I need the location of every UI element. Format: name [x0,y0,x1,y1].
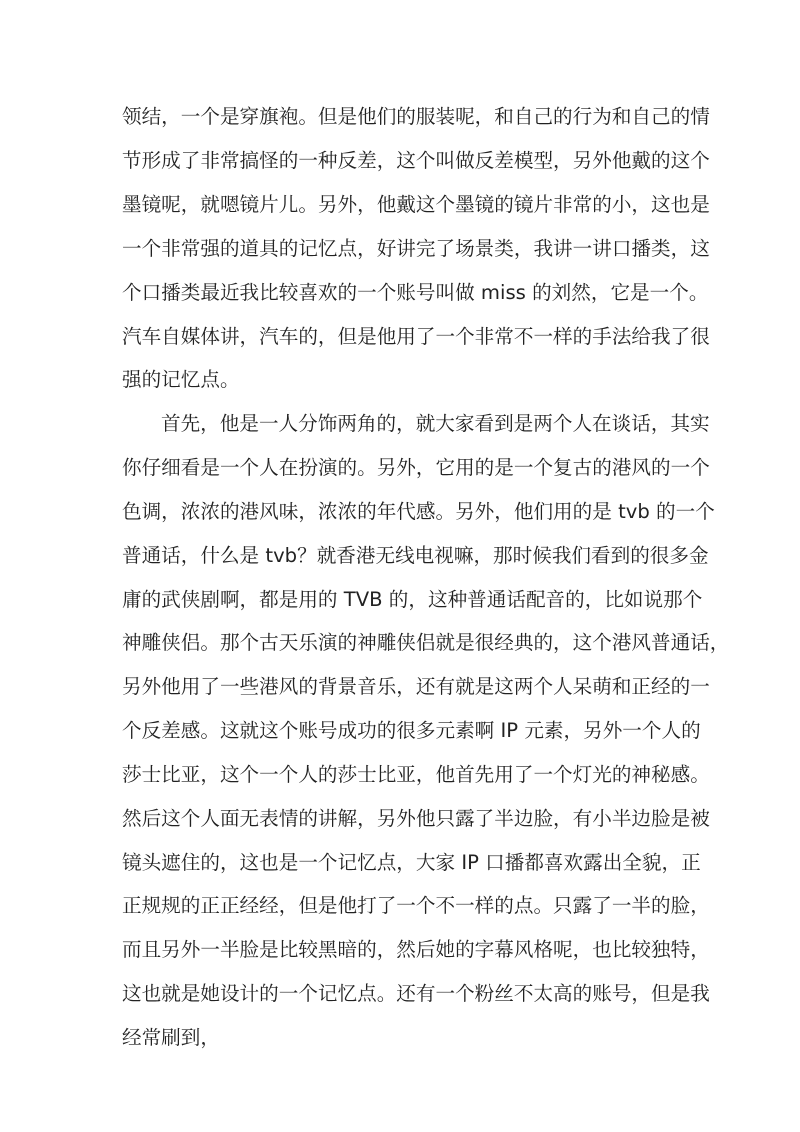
paragraph-2-line-5: 庸的武侠剧啊，都是用的 TVB 的，这种普通话配音的，比如说那个 [122,588,703,611]
paragraph-1-line-4: 一个非常强的道具的记忆点，好讲完了场景类，我讲一讲口播类，这 [122,237,710,260]
paragraph-2-line-15: 经常刷到， [122,1026,220,1049]
paragraph-1-line-1: 领结，一个是穿旗袍。但是他们的服装呢，和自己的行为和自己的情 [122,105,710,128]
paragraph-1-line-3: 墨镜呢，就嗯镜片儿。另外，他戴这个墨镜的镜片非常的小，这也是 [122,193,710,216]
paragraph-1-line-6: 汽车自媒体讲，汽车的，但是他用了一个非常不一样的手法给我了很 [122,325,710,348]
paragraph-1-line-7: 强的记忆点。 [122,368,240,391]
paragraph-2-line-11: 镜头遮住的，这也是一个记忆点，大家 IP 口播都喜欢露出全貌，正 [122,851,701,874]
paragraph-2-line-12: 正规规的正正经经，但是他打了一个不一样的点。只露了一半的脸， [122,894,710,917]
paragraph-2-line-10: 然后这个人面无表情的讲解，另外他只露了半边脸，有小半边脸是被 [122,807,710,830]
paragraph-2-line-13: 而且另外一半脸是比较黑暗的，然后她的字幕风格呢，也比较独特， [122,938,710,961]
paragraph-2-line-7: 另外他用了一些港风的背景音乐，还有就是这两个人呆萌和正经的一 [122,675,710,698]
paragraph-2-line-4: 普通话，什么是 tvb？就香港无线电视嘛，那时候我们看到的很多金 [122,544,709,567]
paragraph-2-line-14: 这也就是她设计的一个记忆点。还有一个粉丝不太高的账号，但是我 [122,982,710,1005]
paragraph-1-line-5: 个口播类最近我比较喜欢的一个账号叫做 miss 的刘然，它是一个。 [122,281,709,304]
paragraph-2-line-1: 首先，他是一人分饰两角的，就大家看到是两个人在谈话，其实 [161,412,710,435]
paragraph-2-line-6: 神雕侠侣。那个古天乐演的神雕侠侣就是很经典的，这个港风普通话， [122,631,730,654]
paragraph-2-line-9: 莎士比亚，这个一个人的莎士比亚，他首先用了一个灯光的神秘感。 [122,763,710,786]
paragraph-2-line-8: 个反差感。这就这个账号成功的很多元素啊 IP 元素，另外一个人的 [122,719,701,742]
paragraph-1-line-2: 节形成了非常搞怪的一种反差，这个叫做反差模型，另外他戴的这个 [122,149,710,172]
paragraph-2-line-3: 色调，浓浓的港风味，浓浓的年代感。另外，他们用的是 tvb 的一个 [122,500,715,523]
paragraph-2-line-2: 你仔细看是一个人在扮演的。另外，它用的是一个复古的港风的一个 [122,456,710,479]
